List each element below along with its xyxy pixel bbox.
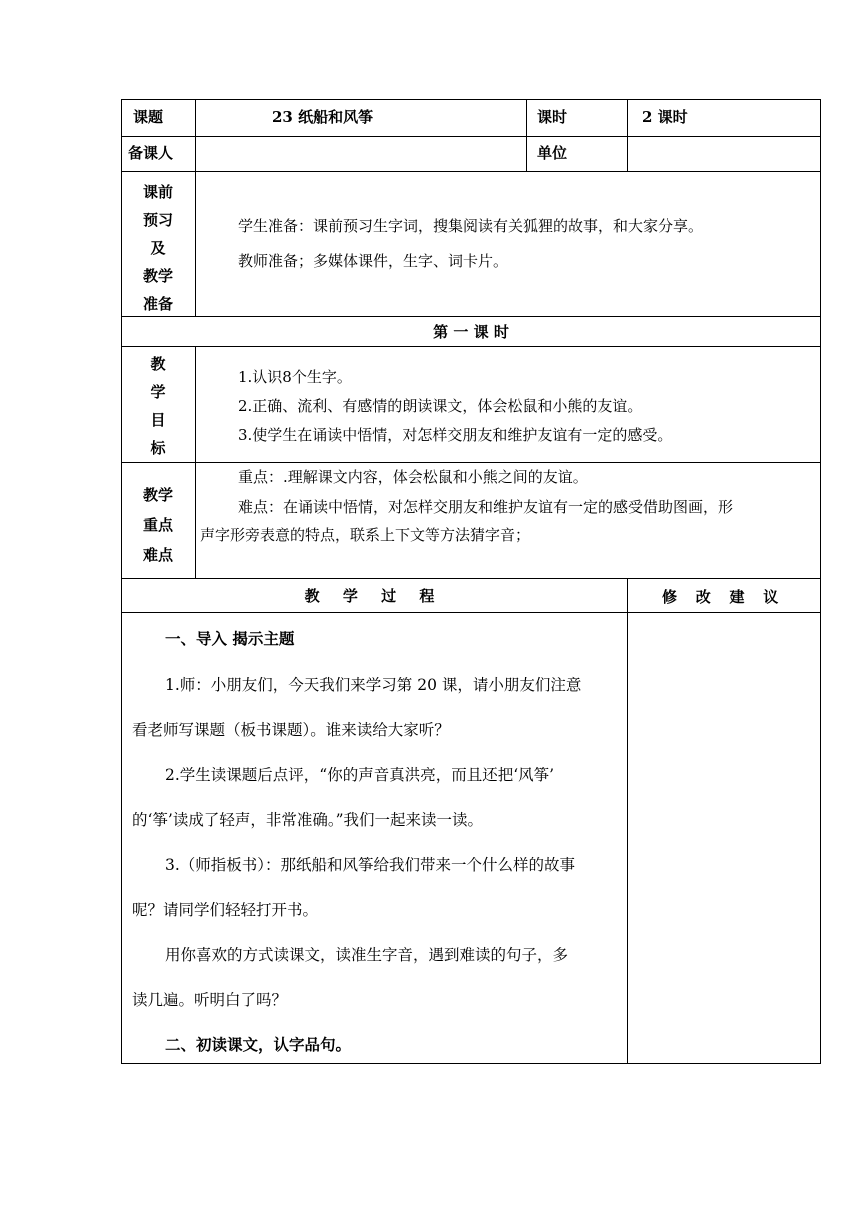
table-col-divider [627,99,628,172]
process-line: 1.师：小朋友们，今天我们来学习第 20 课，请小朋友们注意 [165,676,582,694]
table-col-divider [195,99,196,317]
process-line: 看老师写课题（板书课题）。谁来读给大家听？ [132,721,450,739]
preview-label [121,178,195,318]
process-line: 的‘筝’读成了轻声，非常准确。”我们一起来读一读。 [132,811,484,829]
table-col-divider [627,578,628,1064]
key-points-label-line: 重点 [142,516,173,534]
preview-label-line: 预习 [142,211,173,229]
key-points-label-line: 难点 [142,546,173,564]
section-heading: 一、导入 揭示主题 [165,629,295,648]
section-heading: 二、初读课文，认字品句。 [165,1035,352,1054]
table-col-divider [526,99,527,172]
difficult-point: 难点：在诵读中悟情，对怎样交朋友和维护友谊有一定的感受借助图画，形 [238,498,734,516]
table-border-bottom [121,1063,821,1064]
process-line: 读几遍。听明白了吗？ [132,991,288,1009]
process-line: 呢？请同学们轻轻打开书。 [132,901,319,919]
student-preparation: 学生准备：课前预习生字词，搜集阅读有关狐狸的故事，和大家分享。 [238,217,704,235]
difficult-point-continued: 声字形旁表意的特点，联系上下文等方法猜字音； [200,526,531,544]
goals-label-line: 学 [150,383,166,401]
process-line: 2.学生读课题后点评，“你的声音真洪亮，而且还把‘风筝’ [165,766,555,784]
unit-label: 单位 [537,144,568,162]
key-point: 重点：.理解课文内容，体会松鼠和小熊之间的友谊。 [238,468,588,486]
preparer-label: 备课人 [128,144,174,162]
table-divider [121,462,821,463]
teacher-preparation: 教师准备；多媒体课件，生字、词卡片。 [238,252,509,270]
goal-item: 1.认识8个生字。 [238,368,352,386]
table-divider [121,578,821,579]
table-divider [121,171,821,172]
first-lesson-title: 第 一 课 时 [433,323,509,341]
goals-label-line: 目 [150,411,166,429]
process-title: 教 学 过 程 [304,587,444,605]
goals-label [121,350,195,462]
table-divider [121,136,821,137]
hours-label: 课时 [537,108,568,126]
goals-label-line: 标 [150,439,166,457]
preview-label-line: 及 [150,239,166,257]
goal-item: 2.正确、流利、有感情的朗读课文，体会松鼠和小熊的友谊。 [238,397,643,415]
process-line: 3.（师指板书）：那纸船和风筝给我们带来一个什么样的故事 [165,856,576,874]
table-border-right [820,99,821,1064]
topic-label: 课题 [133,108,164,126]
process-line: 用你喜欢的方式读课文，读准生字音，遇到难读的句子，多 [165,946,569,964]
hours-value: 2 课时 [642,108,688,126]
preview-label-line: 课前 [142,183,173,201]
table-border-top [121,99,821,100]
table-col-divider [195,346,196,579]
table-divider [121,612,821,613]
key-points-label-line: 教学 [142,486,173,504]
table-divider [121,316,821,317]
table-divider [121,346,821,347]
revision-title: 修 改 建 议 [662,588,785,606]
goal-item: 3.使学生在诵读中悟情，对怎样交朋友和维护友谊有一定的感受。 [238,426,673,444]
key-points-label [121,480,195,570]
preview-label-line: 准备 [142,295,173,313]
goals-label-line: 教 [150,355,166,373]
topic-value: 23 纸船和风筝 [272,108,374,126]
preview-label-line: 教学 [142,267,173,285]
